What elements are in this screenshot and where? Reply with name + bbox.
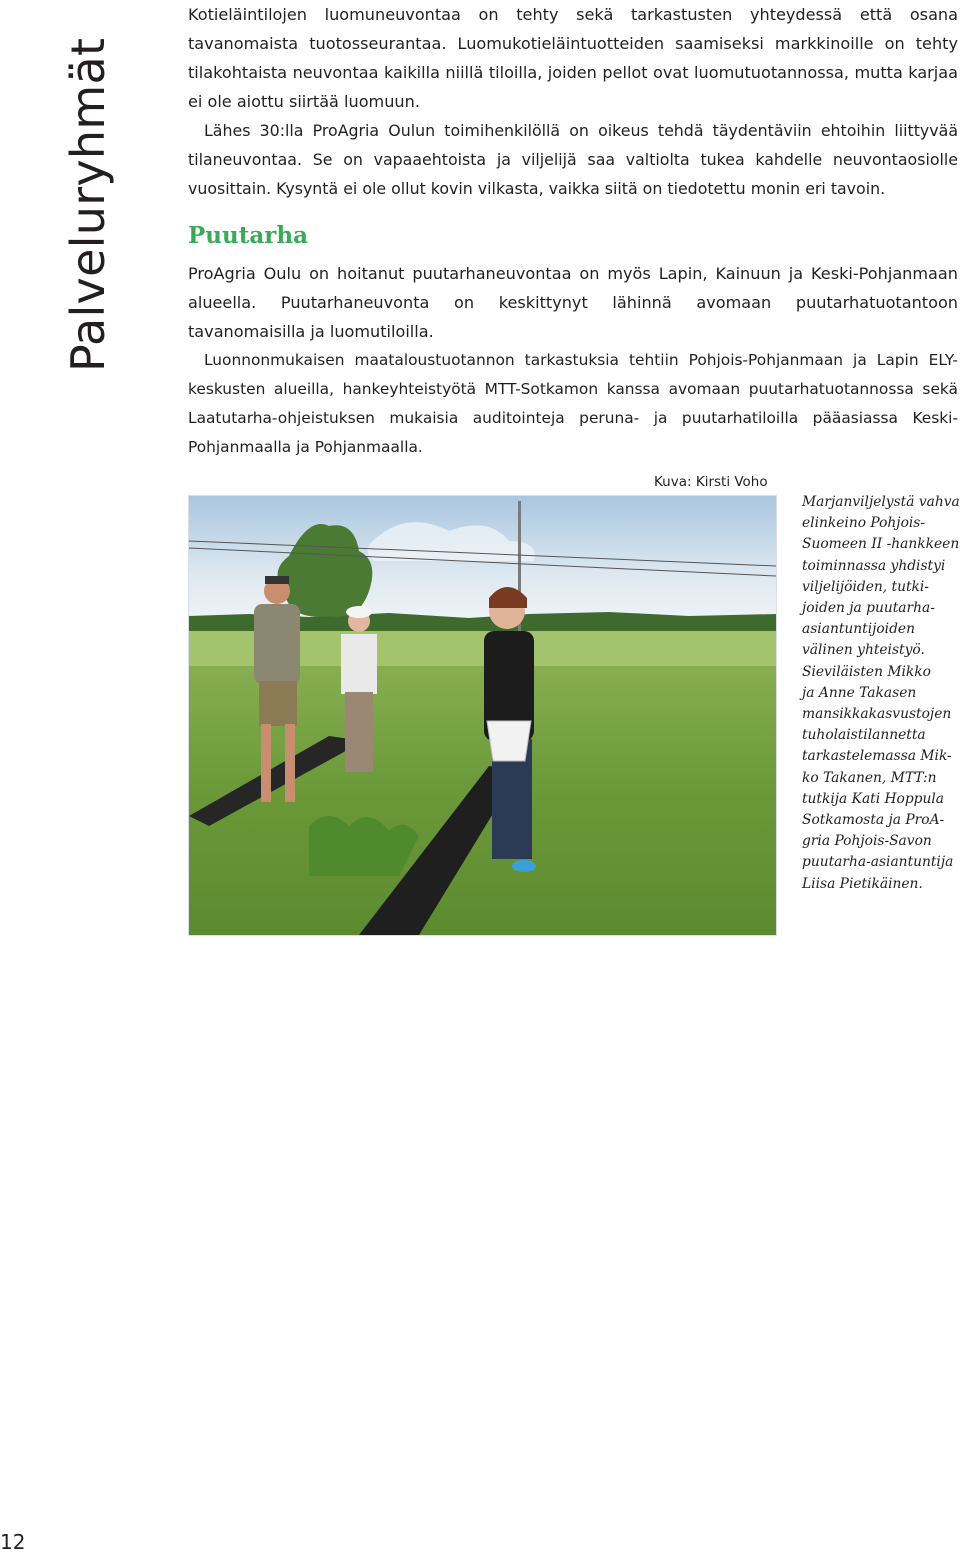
section-heading-puutarha: Puutarha (188, 222, 309, 249)
caption-line: Marjanviljelystä vahva (802, 494, 960, 510)
bucket (487, 721, 531, 761)
caption-line: tuholaistilannetta (802, 727, 926, 744)
caption-line: puutarha-asiantuntija (802, 854, 954, 871)
caption-line: ko Takanen, MTT:n (802, 769, 937, 786)
paragraph-livestock-advice: Kotieläintilojen luomuneuvontaa on tehty sekä tarkastusten yhteydessä että osana tavanomaista tuotosseurantaa. Luomukotieläintuotteiden saamiseksi markkinoille on tehty tilakohtaista neuvontaa kaikilla niillä tiloilla, joiden pellot ovat luomutuotannossa, mutta karjaa ei ole aiottu siirtää luomuun. (188, 5, 958, 111)
photo-illustration (189, 496, 776, 935)
caption-line: viljelijöiden, tutki- (802, 578, 929, 595)
section-side-title (58, 0, 144, 380)
article-body (188, 0, 958, 462)
page-number: 12 (0, 1530, 26, 1554)
caption-line: asiantuntijoiden (802, 621, 915, 638)
caption-line: elinkeino Pohjois- (802, 515, 926, 532)
caption-line: Liisa Pietikäinen. (802, 875, 923, 892)
paragraph-cross-compliance: Lähes 30:lla ProAgria Oulun toimihenkilöllä on oikeus tehdä täydentäviin ehtoihin liittyvää tilaneuvontaa. Se on vapaaehtoista ja viljelijä saa valtiolta tukea kahdelle neuvontaosiolle vuosittain. Kysyntä ei ole ollut kovin vilkasta, vaikka siitä on tiedotettu monin eri tavoin. (188, 121, 958, 198)
photo-caption (802, 492, 960, 895)
caption-line: Suomeen II -hankkeen (802, 536, 960, 553)
caption-line: joiden ja puutarha- (802, 600, 935, 617)
caption-line: Sotkamosta ja ProA- (802, 812, 945, 829)
paragraph-organic-inspections: Luonnonmukaisen maataloustuotannon tarkastuksia tehtiin Pohjois-Pohjanmaan ja Lapin ELY-keskusten alueilla, hankeyhteistyötä MTT-Sotkamon kanssa avomaan puutarhatuotannossa sekä Laatutarha-ohjeistuksen mukaisia auditointeja peruna- ja puutarhatiloilla pääasiassa Keski-Pohjanmaalla ja Pohjanmaalla. (188, 351, 958, 456)
caption-line: tarkastelemassa Mik- (802, 748, 952, 765)
caption-line: välinen yhteistyö. (802, 642, 925, 659)
caption-line: mansikkakasvustojen (802, 706, 952, 723)
strawberry-plants (309, 816, 419, 876)
photo-credit: Kuva: Kirsti Voho (654, 474, 768, 490)
caption-line: ja Anne Takasen (802, 684, 917, 701)
caption-line: Sieviläisten Mikko (802, 663, 931, 680)
side-title-text: Palveluryhmät (61, 37, 115, 372)
paragraph-horticulture-advice: ProAgria Oulu on hoitanut puutarhaneuvontaa on myös Lapin, Kainuun ja Keski-Pohjanmaan alueella. Puutarhaneuvonta on keskittynyt lähinnä avomaan puutarhatuotantoon tavanomaisilla ja luomutiloilla. (188, 264, 958, 341)
caption-line: gria Pohjois-Savon (802, 833, 932, 850)
caption-line: toiminnassa yhdistyi (802, 557, 946, 574)
caption-line: tutkija Kati Hoppula (802, 790, 945, 807)
field-photo (188, 495, 777, 936)
